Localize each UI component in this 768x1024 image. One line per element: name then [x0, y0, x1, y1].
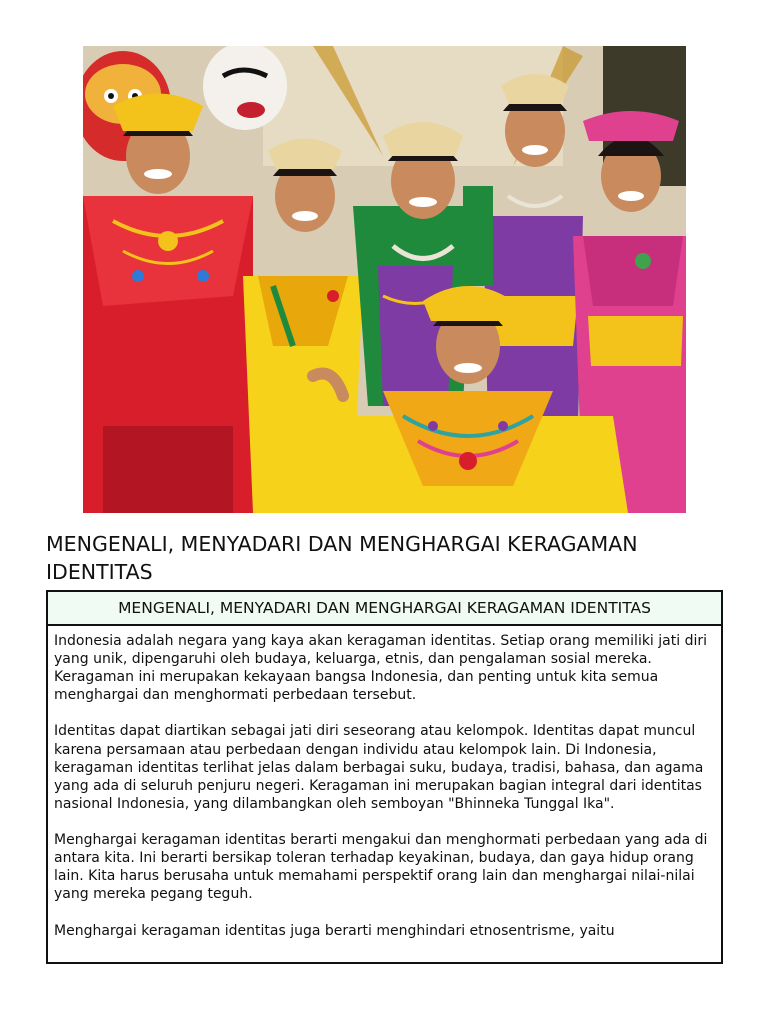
- paragraph-2: Identitas dapat diartikan sebagai jati diri seseorang atau kelompok. Identitas dapat muncul karena persamaan atau perbedaan dengan individu atau kelompok lain. Di Indonesia, keragaman identitas terlihat jelas dalam berbagai suku, budaya, tradisi, bahasa, dan agama yang ada di seluruh penjuru negeri. Keragaman ini merupakan bagian integral dari identitas nasional Indonesia, yang dilambangkan oleh semboyan "Bhinneka Tunggal Ika".: [54, 723, 704, 812]
- cultural-dancers-photo: [83, 46, 686, 513]
- box-header: MENGENALI, MENYADARI DAN MENGHARGAI KERAGAMAN IDENTITAS: [48, 592, 721, 626]
- paragraph-3: Menghargai keragaman identitas berarti mengakui dan menghormati perbedaan yang ada di antara kita. Ini berarti bersikap toleran terhadap keyakinan, budaya, dan gaya hidup orang lain. Kita harus berusaha untuk memahami perspektif orang lain dan menghargai nilai-nilai yang mereka pegang teguh.: [54, 832, 708, 903]
- photo-illustration: [83, 46, 686, 513]
- content-box: [46, 590, 723, 964]
- paragraph-1: Indonesia adalah negara yang kaya akan keragaman identitas. Setiap orang memiliki jati diri yang unik, dipengaruhi oleh budaya, keluarga, etnis, dan pengalaman sosial mereka. Keragaman ini merupakan kekayaan bangsa Indonesia, dan penting untuk kita semua menghargai dan menghormati perbedaan tersebut.: [54, 633, 707, 704]
- box-body: [48, 626, 721, 940]
- paragraph-4: Menghargai keragaman identitas juga berarti menghindari etnosentrisme, yaitu: [54, 922, 615, 939]
- document-title: MENGENALI, MENYADARI DAN MENGHARGAI KERAGAMAN IDENTITAS: [46, 532, 638, 584]
